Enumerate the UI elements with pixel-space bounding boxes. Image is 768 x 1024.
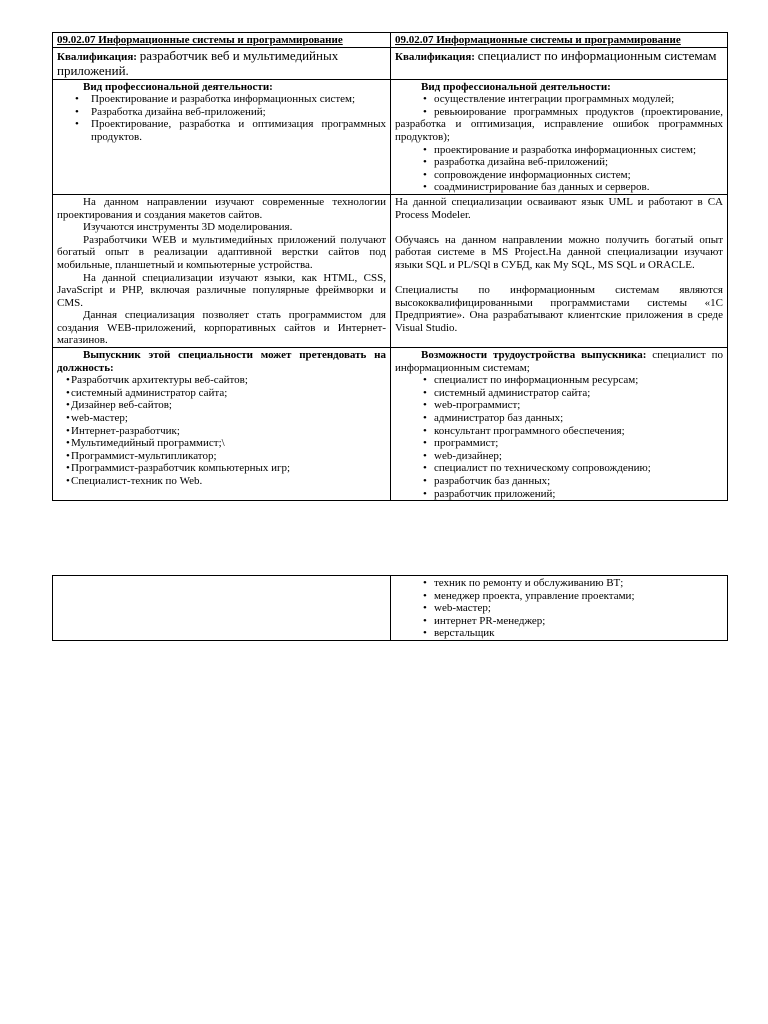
- header-cell-right: [391, 33, 728, 48]
- list-item: • осуществление интеграции программных модулей;: [395, 93, 723, 106]
- description-cell-left: [53, 194, 391, 347]
- list-item: • администратор баз данных;: [395, 412, 723, 425]
- qualification-row: [53, 47, 728, 79]
- description-paragraph: Разработчики WEB и мультимедийных приложений получают богатый опыт в реализации адаптивной верстки сайтов под мобильные, планшетный и компьютерные устройства.: [57, 233, 386, 271]
- description-paragraph: На данном направлении изучают современные технологии проектирования и создания макетов сайтов.: [57, 195, 386, 221]
- list-item: • соадминистрирование баз данных и серверов.: [395, 181, 723, 194]
- list-item: • техник по ремонту и обслуживанию ВТ;: [395, 577, 723, 590]
- careers-cell-right: [391, 348, 728, 501]
- list-item: • специалист по информационным ресурсам;: [395, 374, 723, 387]
- continuation-table: [52, 575, 728, 641]
- careers-heading-tail: специалист по информационным системам;: [395, 349, 724, 374]
- careers-cell-left: [53, 348, 391, 501]
- description-paragraph: Данная специализация позволяет стать программистом для создания WEB-приложений, корпоративных сайтов и Интернет-магазинов.: [57, 309, 386, 347]
- list-item: • разработчик баз данных;: [395, 475, 723, 488]
- list-item: • web-дизайнер;: [395, 450, 723, 463]
- list-item: • Проектирование, разработка и оптимизация программных продуктов.: [91, 118, 386, 143]
- qualification-cell-right: [391, 47, 728, 79]
- list-item: • Разработка дизайна веб-приложений;: [91, 106, 386, 119]
- list-item: • сопровождение информационных систем;: [395, 169, 723, 182]
- list-item: • web-программист;: [395, 399, 723, 412]
- description-paragraph: На данной специализации изучают языки, как HTML, CSS, JavaScript и PHP, включая различные популярные фреймворки и CMS.: [57, 271, 386, 309]
- qualification-label: Квалификация:: [57, 50, 137, 63]
- list-item: • web-мастер;: [71, 412, 386, 425]
- activity-list-left: [57, 93, 386, 143]
- careers-list-right: [395, 374, 723, 500]
- list-item: • ревьюирование программных продуктов (проектирование, разработка и оптимизация, исправление ошибок программных продуктов);: [395, 106, 723, 144]
- activity-heading: Вид профессиональной деятельности:: [83, 80, 273, 93]
- activity-list-right: [395, 93, 723, 194]
- qualification-value-left: разработчик веб и мультимедийных приложений.: [57, 47, 339, 78]
- careers-heading-left: [57, 349, 386, 374]
- list-item: • системный администратор сайта;: [71, 387, 386, 400]
- continuation-cell-right: [391, 576, 728, 641]
- list-item: • разработчик приложений;: [395, 488, 723, 501]
- specialty-code-left: 09.02.07 Информационные системы и программирование: [57, 34, 343, 46]
- qualification-cell-left: [53, 47, 391, 79]
- list-item: • проектирование и разработка информационных систем;: [395, 144, 723, 157]
- activity-cell-right: [391, 79, 728, 194]
- list-item: • системный администратор сайта;: [395, 387, 723, 400]
- activity-heading: Вид профессиональной деятельности:: [421, 80, 611, 93]
- careers-heading-text: Возможности трудоустройства выпускника:: [421, 349, 647, 362]
- careers-heading-text: Выпускник этой специальности может претендовать на должность:: [57, 349, 386, 374]
- specialty-code-right: 09.02.07 Информационные системы и программирование: [395, 34, 681, 46]
- list-item: • Программист-разработчик компьютерных игр;: [71, 462, 386, 475]
- careers-row: [53, 348, 728, 501]
- description-cell-right: [391, 194, 728, 347]
- header-cell-left: [53, 33, 391, 48]
- list-item: • Специалист-техник по Web.: [71, 475, 386, 488]
- description-paragraph: На данной специализации осваивают язык UML и работают в CA Process Modeler.: [395, 195, 723, 221]
- list-item: • специалист по техническому сопровождению;: [395, 462, 723, 475]
- activity-cell-left: [53, 79, 391, 194]
- description-paragraph: Специалисты по информационным системам являются высококвалифицированными программистами системы «1С Предприятие». Она разрабатывают клиентские приложения в среде Visual Studio.: [395, 284, 723, 334]
- list-item: • Проектирование и разработка информационных систем;: [91, 93, 386, 106]
- description-paragraph: Изучаются инструменты 3D моделирования.: [83, 221, 293, 234]
- list-item: • Программист-мультипликатор;: [71, 450, 386, 463]
- continuation-row: [53, 576, 728, 641]
- list-item: • Дизайнер веб-сайтов;: [71, 399, 386, 412]
- careers-list-continued: [395, 577, 723, 640]
- list-item: • Разработчик архитектуры веб-сайтов;: [71, 374, 386, 387]
- careers-list-left: [57, 374, 386, 487]
- empty-cell: [53, 576, 391, 641]
- list-item: • интернет PR-менеджер;: [395, 615, 723, 628]
- list-item: • Интернет-разработчик;: [71, 425, 386, 438]
- list-item: • разработка дизайна веб-приложений;: [395, 156, 723, 169]
- qualification-label: Квалификация:: [395, 50, 475, 63]
- activity-row: [53, 79, 728, 194]
- list-item: • менеджер проекта, управление проектами;: [395, 590, 723, 603]
- description-row: [53, 194, 728, 347]
- list-item: • программист;: [395, 437, 723, 450]
- qualification-value-right: специалист по информационным системам: [477, 47, 717, 63]
- careers-heading-right: [395, 349, 723, 374]
- list-item: • верстальщик: [395, 627, 723, 640]
- list-item: • консультант программного обеспечения;: [395, 425, 723, 438]
- header-row: [53, 33, 728, 48]
- description-paragraph: Обучаясь на данном направлении можно получить богатый опыт работая системе в MS Project.На данной специализации изучают языки SQL и PL/SQl в СУБД, как My SQL, MS SQL и ORACLE.: [395, 233, 723, 271]
- list-item: • Мультимедийный программист;\: [71, 437, 386, 450]
- specialization-comparison-table: [52, 32, 728, 501]
- list-item: • web-мастер;: [395, 602, 723, 615]
